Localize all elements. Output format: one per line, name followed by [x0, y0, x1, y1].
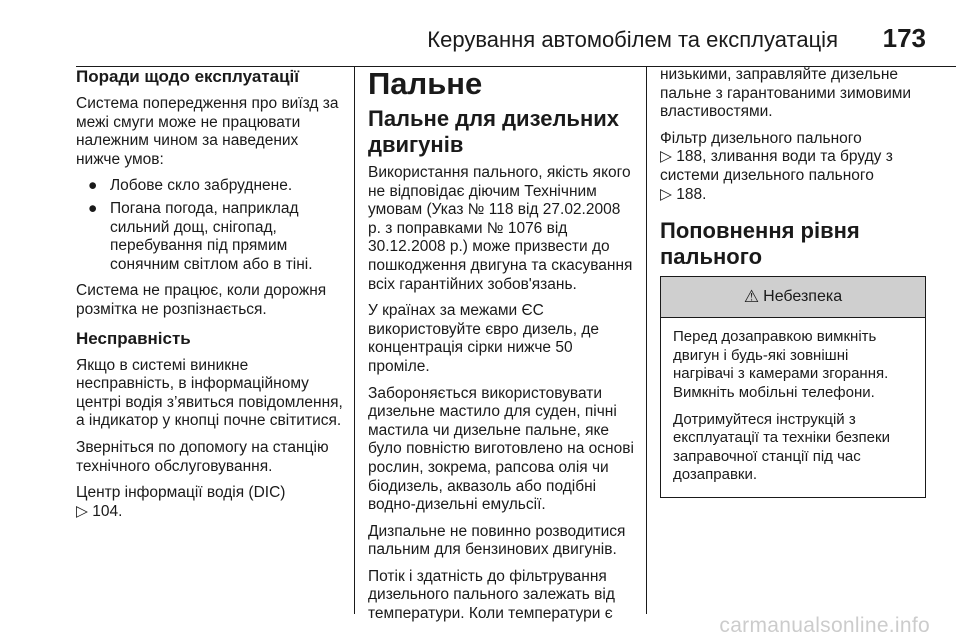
heading-diesel: Пальне для дизельних двигунів: [368, 106, 619, 157]
warning-icon: ⚠: [743, 287, 760, 307]
warning-box: [660, 276, 926, 498]
dic-reference: Центр інформації водія (DIC) ▷ 104.: [76, 484, 286, 520]
bullet-icon: ●: [88, 199, 98, 217]
paragraph: У країнах за межами ЄС використовуйте євро дизель, де концентрація сірки нижче 50 проміле.: [368, 302, 600, 375]
list-item: ● Лобове скло забруднене.: [88, 177, 293, 195]
watermark: carmanualsonline.info: [719, 614, 930, 637]
bullet-icon: ●: [88, 177, 98, 195]
ref-arrow-icon: ▷: [76, 502, 88, 520]
heading-refuel: Поповнення рівня пального: [660, 218, 860, 270]
paragraph: Система не працює, коли дорожня розмітка не розпізнається.: [76, 282, 327, 318]
column-1: [76, 66, 344, 616]
paragraph: Дотримуйтеся інструкцій з експлуатації та техніки безпеки заправочної станції під час дозаправки.: [673, 410, 890, 484]
warning-title: Небезпека: [763, 288, 843, 306]
ref-arrow-icon: ▷: [660, 185, 672, 203]
paragraph: Система попередження про виїзд за межі смуги може не працювати належним чином за наведених нижче умов:: [76, 95, 339, 168]
paragraph: Дизпальне не повинно розводитися пальним для бензинових двигунів.: [368, 522, 626, 559]
page-header: [76, 18, 956, 67]
ref-arrow-icon: ▷: [660, 148, 672, 166]
header-title: Керування автомобілем та експлуатація: [427, 27, 838, 52]
paragraph: Забороняється використовувати дизельне мастило для суден, пічні мастила чи дизельне пальне, яке було повністю виготовлено на основі рослин, зокрема, рапсова олія чи біодизель, аквазоль або подібні водно-дизельні емульсії.: [368, 384, 634, 514]
column-divider: [646, 66, 647, 614]
warning-header: [661, 277, 925, 318]
heading-tips: Поради щодо експлуатації: [76, 67, 300, 86]
paragraph: Потік і здатність до фільтрування дизельного пального залежать від температури. Коли температури є: [368, 567, 615, 623]
paragraph: Якщо в системі виникне несправність, в інформаційному центрі водія з’явиться повідомлення, а індикатор у кнопці почне світитися.: [76, 356, 343, 430]
column-2: [368, 66, 636, 623]
paragraph: Перед дозаправкою вимкніть двигун і будь-які зовнішні нагрівачі з камерами згорання. Вимкніть мобільні телефони.: [673, 328, 889, 401]
list-item: ● Погана погода, наприклад сильний дощ, снігопад, перебування під прямим сонячним світлом або в тіні.: [88, 199, 313, 273]
heading-fault: Несправність: [76, 328, 191, 348]
paragraph: Зверніться по допомогу на станцію технічного обслуговування.: [76, 438, 329, 475]
paragraph: Використання пального, якість якого не відповідає діючим Технічним умовам (Указ № 118 від 27.02.2008 р. з поправками № 1076 від 30.12.2008 р.) може призвести до пошкодження двигуна та скасування всіх гарантійних зобов'язань.: [368, 164, 633, 293]
condition-list: [76, 177, 344, 274]
warning-body: [661, 318, 925, 497]
page-number: 173: [882, 23, 926, 53]
page-link[interactable]: 188.: [676, 185, 707, 203]
column-3: [660, 66, 926, 616]
paragraph: низькими, заправляйте дизельне пальне з гарантованими зимовими властивостями.: [660, 66, 912, 121]
page-link[interactable]: 104.: [92, 502, 123, 520]
page-link[interactable]: 188, зливання води та бруду з системи дизельного пального: [660, 148, 893, 184]
filter-reference: Фільтр дизельного пального ▷ 188, зливання води та бруду з системи дизельного пального ▷ 188.: [660, 129, 893, 203]
section-title: Пальне: [368, 66, 483, 101]
column-divider: [354, 66, 355, 614]
